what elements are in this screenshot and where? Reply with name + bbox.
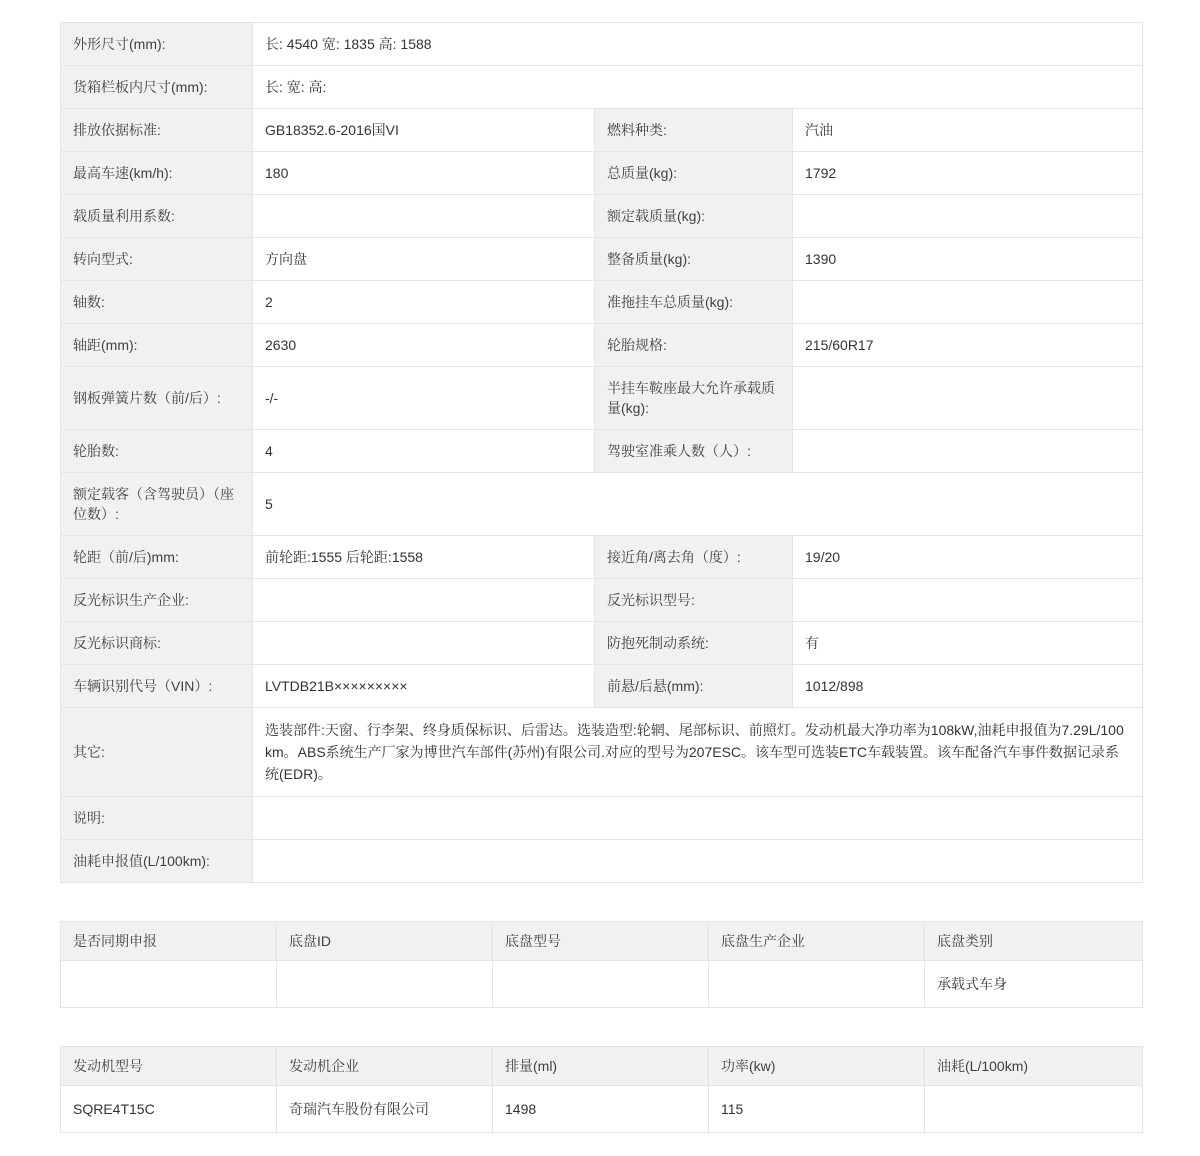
spec-label-cell: 总质量(kg):: [595, 152, 793, 195]
engine-data-cell: [925, 1086, 1143, 1133]
spec-row: [61, 238, 1143, 281]
spec-label-cell: 额定载客（含驾驶员）（座位数）:: [61, 473, 253, 536]
spec-label-cell: 整备质量(kg):: [595, 238, 793, 281]
spec-row: [61, 23, 1143, 66]
spec-label-cell: 说明:: [61, 797, 253, 840]
chassis-data-cell: 承载式车身: [925, 961, 1143, 1008]
spec-label-cell: 反光标识型号:: [595, 579, 793, 622]
spec-value-cell: -/-: [253, 367, 595, 430]
vehicle-spec-table-body: [61, 23, 1143, 883]
spec-label-cell: 钢板弹簧片数（前/后）:: [61, 367, 253, 430]
spec-label-cell: 燃料种类:: [595, 109, 793, 152]
spec-value-cell: 长: 4540 宽: 1835 高: 1588: [253, 23, 1143, 66]
spec-value-cell: [793, 430, 1143, 473]
spec-label-cell: 半挂车鞍座最大允许承载质量(kg):: [595, 367, 793, 430]
spec-label-cell: 轮胎规格:: [595, 324, 793, 367]
spec-value-cell: [253, 840, 1143, 883]
engine-header-cell: 功率(kw): [709, 1047, 925, 1086]
chassis-data-cell: [61, 961, 277, 1008]
spec-value-cell: 5: [253, 473, 1143, 536]
spec-row: [61, 473, 1143, 536]
engine-table: [60, 1046, 1143, 1133]
vehicle-spec-table: [60, 22, 1143, 883]
spec-label-cell: 反光标识商标:: [61, 622, 253, 665]
chassis-table-head: [61, 922, 1143, 961]
spec-label-cell: 轴距(mm):: [61, 324, 253, 367]
spec-value-cell: [793, 579, 1143, 622]
spec-value-cell: 方向盘: [253, 238, 595, 281]
spec-label-cell: 驾驶室准乘人数（人）:: [595, 430, 793, 473]
spec-value-cell: 选装部件:天窗、行李架、终身质保标识、后雷达。选装造型:轮辋、尾部标识、前照灯。发动机最大净功率为108kW,油耗申报值为7.29L/100km。ABS系统生产厂家为博世汽车部件(苏州)有限公司.对应的型号为207ESC。该车型可选装ETC车载装置。该车配备汽车事件数据记录系统(EDR)。: [253, 708, 1143, 797]
chassis-header-cell: 底盘型号: [493, 922, 709, 961]
spec-value-cell: 180: [253, 152, 595, 195]
chassis-data-cell: [277, 961, 493, 1008]
chassis-header-cell: 底盘类别: [925, 922, 1143, 961]
spec-row: [61, 430, 1143, 473]
engine-header-cell: 发动机型号: [61, 1047, 277, 1086]
spec-row: [61, 152, 1143, 195]
chassis-data-cell: [709, 961, 925, 1008]
spec-row: [61, 665, 1143, 708]
chassis-table: [60, 921, 1143, 1008]
spec-value-cell: 1792: [793, 152, 1143, 195]
spec-label-cell: 接近角/离去角（度）:: [595, 536, 793, 579]
spec-label-cell: 反光标识生产企业:: [61, 579, 253, 622]
spec-value-cell: 汽油: [793, 109, 1143, 152]
engine-data-row: [61, 1086, 1143, 1133]
spec-row: [61, 324, 1143, 367]
engine-table-body: [61, 1086, 1143, 1133]
spec-value-cell: [793, 195, 1143, 238]
spec-row: [61, 367, 1143, 430]
spec-label-cell: 额定载质量(kg):: [595, 195, 793, 238]
spec-value-cell: [253, 579, 595, 622]
engine-header-cell: 发动机企业: [277, 1047, 493, 1086]
spec-label-cell: 车辆识别代号（VIN）:: [61, 665, 253, 708]
spec-label-cell: 准拖挂车总质量(kg):: [595, 281, 793, 324]
engine-table-head: [61, 1047, 1143, 1086]
spec-label-cell: 最高车速(km/h):: [61, 152, 253, 195]
spec-row: [61, 536, 1143, 579]
spec-label-cell: 轴数:: [61, 281, 253, 324]
engine-data-cell: 奇瑞汽车股份有限公司: [277, 1086, 493, 1133]
engine-header-cell: 排量(ml): [493, 1047, 709, 1086]
spec-value-cell: 2: [253, 281, 595, 324]
chassis-header-cell: 底盘ID: [277, 922, 493, 961]
spec-row: [61, 840, 1143, 883]
spec-label-cell: 防抱死制动系统:: [595, 622, 793, 665]
spec-label-cell: 外形尺寸(mm):: [61, 23, 253, 66]
spec-value-cell: [253, 622, 595, 665]
spec-value-cell: [253, 195, 595, 238]
spec-value-cell: LVTDB21B×××××××××: [253, 665, 595, 708]
spec-label-cell: 轮胎数:: [61, 430, 253, 473]
spacer: [60, 883, 1142, 921]
spec-label-cell: 货箱栏板内尺寸(mm):: [61, 66, 253, 109]
chassis-header-row: [61, 922, 1143, 961]
spec-value-cell: [793, 367, 1143, 430]
spec-row: [61, 109, 1143, 152]
spec-label-cell: 油耗申报值(L/100km):: [61, 840, 253, 883]
spec-row: [61, 66, 1143, 109]
spec-value-cell: 前轮距:1555 后轮距:1558: [253, 536, 595, 579]
chassis-header-cell: 底盘生产企业: [709, 922, 925, 961]
spec-value-cell: 215/60R17: [793, 324, 1143, 367]
spec-value-cell: [253, 797, 1143, 840]
chassis-header-cell: 是否同期申报: [61, 922, 277, 961]
spec-label-cell: 前悬/后悬(mm):: [595, 665, 793, 708]
spec-value-cell: 长: 宽: 高:: [253, 66, 1143, 109]
chassis-data-cell: [493, 961, 709, 1008]
spec-value-cell: 有: [793, 622, 1143, 665]
spec-value-cell: 1390: [793, 238, 1143, 281]
engine-data-cell: 115: [709, 1086, 925, 1133]
chassis-table-body: [61, 961, 1143, 1008]
chassis-data-row: [61, 961, 1143, 1008]
engine-data-cell: 1498: [493, 1086, 709, 1133]
spec-label-cell: 转向型式:: [61, 238, 253, 281]
spec-row: [61, 708, 1143, 797]
spec-value-cell: GB18352.6-2016国VI: [253, 109, 595, 152]
spec-label-cell: 轮距（前/后)mm:: [61, 536, 253, 579]
engine-data-cell: SQRE4T15C: [61, 1086, 277, 1133]
spec-label-cell: 载质量利用系数:: [61, 195, 253, 238]
spec-label-cell: 其它:: [61, 708, 253, 797]
spec-value-cell: 2630: [253, 324, 595, 367]
spec-value-cell: 1012/898: [793, 665, 1143, 708]
spec-value-cell: 19/20: [793, 536, 1143, 579]
engine-header-cell: 油耗(L/100km): [925, 1047, 1143, 1086]
spec-value-cell: [793, 281, 1143, 324]
spacer: [60, 1008, 1142, 1046]
engine-header-row: [61, 1047, 1143, 1086]
spec-row: [61, 797, 1143, 840]
spec-row: [61, 622, 1143, 665]
spec-label-cell: 排放依据标准:: [61, 109, 253, 152]
spec-row: [61, 281, 1143, 324]
spec-row: [61, 579, 1143, 622]
spec-value-cell: 4: [253, 430, 595, 473]
spec-row: [61, 195, 1143, 238]
